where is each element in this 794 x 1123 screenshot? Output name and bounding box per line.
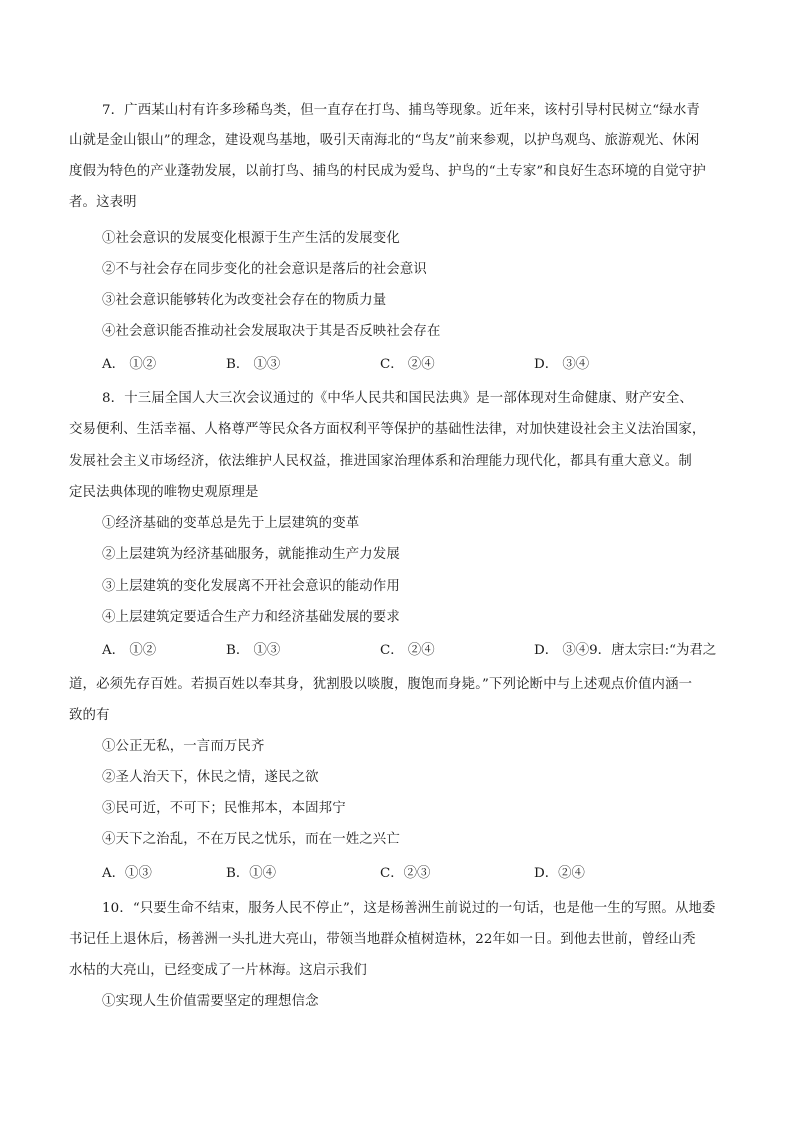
question-8-option-1: ①经济基础的变革总是先于上层建筑的变革: [102, 516, 360, 531]
question-9-choice-b: B．①④: [226, 866, 277, 881]
question-7-option-1: ①社会意识的发展变化根源于生产生活的发展变化: [102, 231, 400, 246]
question-7-line-3: 度假为特色的产业蓬勃发展，以前打鸟、捕鸟的村民成为爱鸟、护鸟的“土专家”和良好生态环境的自觉守护: [69, 164, 706, 179]
question-7-choice-a: A． ①②: [102, 357, 157, 372]
question-8-choice-a: A． ①②: [102, 643, 157, 658]
question-8-choice-c: C． ②④: [380, 643, 435, 658]
question-7-option-3: ③社会意识能够转化为改变社会存在的物质力量: [102, 293, 387, 308]
question-7-option-2: ②不与社会存在同步变化的社会意识是落后的社会意识: [102, 262, 427, 277]
question-9-choice-d: D．②④: [534, 866, 585, 881]
question-7-choice-d: D． ③④: [534, 357, 590, 372]
question-7-line-4: 者。这表明: [69, 195, 137, 210]
question-8-option-4: ④上层建筑定要适合生产力和经济基础发展的要求: [102, 610, 400, 625]
question-9-line-1: 道，必须先存百姓。若损百姓以奉其身，犹割股以啖腹，腹饱而身毙。”下列论断中与上述观点价值内涵一: [69, 677, 693, 692]
question-9-option-1: ①公正无私，一言而万民齐: [102, 739, 265, 754]
question-7-option-4: ④社会意识能否推动社会发展取决于其是否反映社会存在: [102, 324, 441, 339]
question-9-choice-c: C．②③: [380, 866, 431, 881]
question-9-option-2: ②圣人治天下，休民之情，遂民之欲: [102, 770, 319, 785]
question-8-option-2: ②上层建筑为经济基础服务，就能推动生产力发展: [102, 547, 400, 562]
question-9-option-3: ③民可近，不可下；民惟邦本，本固邦宁: [102, 801, 346, 816]
question-7-choice-b: B． ①③: [226, 357, 281, 372]
question-8-choice-b: B． ①③: [226, 643, 281, 658]
question-7-line-2: 山就是金山银山”的理念，建设观鸟基地，吸引天南海北的“鸟友”前来参观，以护鸟观鸟、旅游观光、休闲: [69, 133, 700, 148]
question-9-option-4: ④天下之治乱，不在万民之忧乐，而在一姓之兴亡: [102, 832, 400, 847]
question-10-line-2: 书记任上退休后，杨善洲一头扎进大亮山，带领当地群众植树造林，22年如一日。到他去世前，曾经山秃: [69, 932, 696, 947]
question-8-line-2: 交易便利、生活幸福、人格尊严等民众各方面权利平等保护的基础性法律，对加快建设社会主义法治国家，: [69, 422, 706, 437]
question-8-line-3: 发展社会主义市场经济，依法维护人民权益，推进国家治理体系和治理能力现代化，都具有重大意义。制: [69, 454, 692, 469]
question-10-option-1: ①实现人生价值需要坚定的理想信念: [102, 994, 319, 1009]
question-10-line-3: 水枯的大亮山，已经变成了一片林海。这启示我们: [69, 963, 367, 978]
question-8-line-4: 定民法典体现的唯物史观原理是: [69, 485, 259, 500]
question-9-line-2: 致的有: [69, 708, 110, 723]
question-8-line-1: 8．十三届全国人大三次会议通过的《中华人民共和国民法典》是一部体现对生命健康、财产安全、: [102, 391, 693, 406]
question-9-choice-a: A．①③: [102, 866, 152, 881]
question-10-line-1: 10．“只要生命不结束，服务人民不停止”，这是杨善洲生前说过的一句话，也是他一生的写照。从地委: [102, 901, 716, 916]
question-8-option-3: ③上层建筑的变化发展离不开社会意识的能动作用: [102, 579, 400, 594]
question-7-line-1: 7．广西某山村有许多珍稀鸟类，但一直存在打鸟、捕鸟等现象。近年来，该村引导村民树立“绿水青: [102, 103, 700, 118]
question-8-choice-d: D． ③④9．唐太宗曰:“为君之: [534, 643, 717, 658]
question-7-choice-c: C． ②④: [380, 357, 435, 372]
